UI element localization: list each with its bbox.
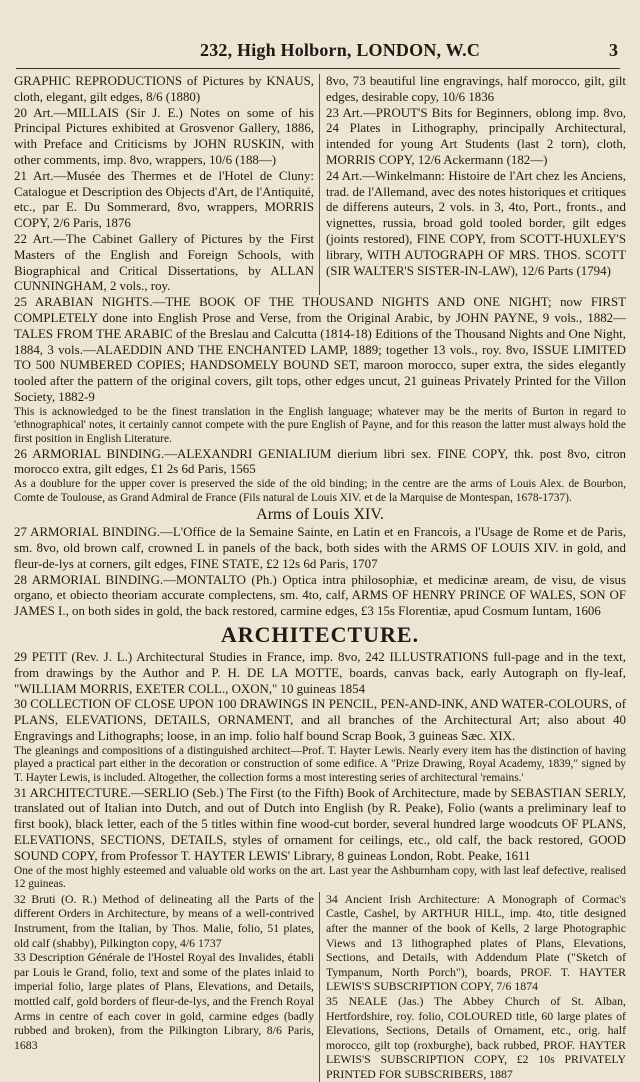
- left-column: [14, 74, 320, 295]
- bottom-columns: [14, 892, 626, 1082]
- catalogue-entry: 29 PETIT (Rev. J. L.) Architectural Studies in France, imp. 8vo, 242 ILLUSTRATIONS full-page and in the text, from drawings by the Author and P. H. DE LA MOTTE, boards, canvas back, early Autograph on fly-leaf, "WILLIAM MORRIS, EXETER COLL., OXON," 10 guineas 1854: [14, 650, 626, 696]
- catalogue-entry: 33 Description Générale de l'Hostel Royal des Invalides, établi par Louis le Grand, folio, text and some of the plates inlaid to imperial folio, large plates of Plans, Elevations, and Details, mottled calf, gold borders of fleur-de-lys, and the French Royal Arms in centre of each cover in gold, carmine edges (badly rubbed and broken), from the Pilkington Library, 8/6 Paris, 1683: [14, 950, 314, 1052]
- catalogue-note: As a doublure for the upper cover is preserved the side of the old binding; in the centre are the arms of Louis Alex. de Bourbon, Comte de Toulouse, as Grand Admiral de France (Fils natural de Louis XIV. et de la Marquise de Montespan, 1678-1737).: [14, 478, 626, 504]
- catalogue-entry: 24 Art.—Winkelmann: Histoire de l'Art chez les Anciens, trad. de l'Allemand, avec des notes historiques et critiques de differens auteurs, 2 vols. in 3, 4to, Port., fronts., and vignettes, russia, broad gold tooled border, gilt edges (joints restored), FINE COPY, from SCOTT-HUXLEY'S library, WITH AUTOGRAPH OF MRS. THOS. SCOTT (SIR WALTER'S SISTER-IN-LAW), 12/6 Parts (1794): [326, 168, 626, 278]
- bottom-left-column: [14, 892, 320, 1082]
- catalogue-entry: 28 ARMORIAL BINDING.—MONTALTO (Ph.) Optica intra philosophiæ, et medicinæ aream, de visu, de visus organo, et obiecto theoriam accurate complectens, sm. 4to, calf, ARMS OF HENRY PRINCE OF WALES, SON OF JAMES I., on both sides in gold, the back restored, carmine edges, £3 15s Florentiæ, apud Cosmum Iuntam, 1606: [14, 572, 626, 619]
- right-column: [320, 74, 626, 295]
- catalogue-entry: 27 ARMORIAL BINDING.—L'Office de la Semaine Sainte, en Latin et en Francois, a l'Usage de Rome et de Paris, sm. 8vo, old brown calf, crowned L in panels of the back, both sides with the ARMS OF LOUIS XIV. in gold, and fleur-de-lys at corners, gilt edges, FINE STATE, £2 12s 6d Paris, 1707: [14, 525, 626, 571]
- catalogue-entry: 8vo, 73 beautiful line engravings, half morocco, gilt, gilt edges, desirable copy, 10/6 1836: [326, 74, 626, 104]
- top-columns: [14, 74, 626, 295]
- catalogue-entry: 26 ARMORIAL BINDING.—ALEXANDRI GENIALIUM dierium libri sex. FINE COPY, thk. post 8vo, citron morocco extra, gilt edges, £1 2s 6d Paris, 1565: [14, 446, 626, 477]
- catalogue-entry: 34 Ancient Irish Architecture: A Monograph of Cormac's Castle, Cashel, by ARTHUR HILL, imp. 4to, title designed after the manner of the book of Kells, 2 large Photographic Views and 13 lithographed plates of Plans, Elevations, Sections, and Details, with Addendum Plate ("Sketch of Tympanum, North Porch"), boards, PROF. T. HAYTER LEWIS'S SUBSCRIPTION COPY, 7/6 1874: [326, 891, 626, 994]
- catalogue-entry: 35 NEALE (Jas.) The Abbey Church of St. Alban, Hertfordshire, roy. folio, COLOURED title, 60 large plates of Elevations, Sections, Details of Ornament, etc., orig. half morocco, gilt top (roxburghe), back rubbed, PROF. HAYTER LEWIS'S SUBSCRIPTION COPY, £2 10s PRIVATELY PRINTED FOR SUBSCRIBERS, 1887: [326, 993, 626, 1081]
- catalogue-note: One of the most highly esteemed and valuable old works on the art. Last year the Ashburnham copy, with last leaf defective, realised 12 guineas.: [14, 864, 626, 891]
- catalogue-entry: 32 Bruti (O. R.) Method of delineating all the Parts of the different Orders in Architecture, by means of a well-contrived Instrument, from the Italian, by Thos. Malie, folio, 51 plates, old calf (shabby), Pilkington copy, 4/6 1737: [14, 891, 314, 950]
- catalogue-entry: 21 Art.—Musée des Thermes et de l'Hotel de Cluny: Catalogue et Description des Objects d'Art, de l'Antiquité, etc., par E. Du Sommerard, 8vo, wrappers, MORRIS COPY, 2/6 Paris, 1876: [14, 168, 314, 231]
- catalogue-entry: 23 Art.—PROUT'S Bits for Beginners, oblong imp. 8vo, 24 Plates in Lithography, principally Architectural, intended for young Art Students (last 2 torn), cloth, MORRIS COPY, 12/6 Ackermann (182—): [326, 105, 626, 167]
- page-number: 3: [609, 40, 618, 60]
- catalogue-note: This is acknowledged to be the finest translation in the English language; whatever may be the merits of Burton in regard to 'ethnographical' notes, it certainly cannot compete with the pure English of Payne, and for this reason the latter must always hold the first position in English Literature.: [14, 405, 626, 445]
- full-width-entries: [14, 295, 626, 892]
- catalogue-entry: 25 ARABIAN NIGHTS.—THE BOOK OF THE THOUSAND NIGHTS AND ONE NIGHT; now FIRST COMPLETELY done into English Prose and Verse, from the Original Arabic, by JOHN PAYNE, 9 vols., 1882—TALES FROM THE ARABIC of the Breslau and Calcutta (1814-18) Editions of the Thousand Nights and One Night, 1884, 3 vols.—ALAEDDIN AND THE ENCHANTED LAMP, 1889; together 13 vols., roy. 8vo, ISSUE LIMITED TO 500 NUMBERED COPIES; HANDSOMELY BOUND SET, maroon morocco, super extra, the sides elegantly tooled after the pattern of the original covers, gilt tops, other edges uncut, 21 guineas Privately Printed for the Villon Society, 1882-9: [14, 295, 626, 404]
- catalogue-entry: GRAPHIC REPRODUCTIONS of Pictures by KNAUS, cloth, elegant, gilt edges, 8/6 (1880): [14, 74, 314, 104]
- bottom-right-column: [320, 892, 626, 1082]
- catalogue-note: The gleanings and compositions of a distinguished architect—Prof. T. Hayter Lewis. Nearly every item has the distinction of having played a practical part either in the decoration or construction of some edifice. A "Prize Drawing, Royal Academy, 1839," signed by T. Hayter Lewis, is included. Altogether, the collection forms a most interesting series of architectural 'remains.': [14, 744, 626, 785]
- catalogue-body: [14, 74, 626, 1082]
- catalogue-entry: 31 ARCHITECTURE.—SERLIO (Seb.) The First (to the Fifth) Book of Architecture, made by SEBASTIAN SERLY, translated out of Italian into Dutch, and out of Dutch into English (by R. Peake), Folio (wants a preliminary leaf to first book), black letter, each of the 5 titles within fine wood-cut border, several hundred large woodcuts OF PLANS, ELEVATIONS, SECTIONS, DETAILS, styles of ornament for ceilings, etc., old calf, the back restored, GOOD SOUND COPY, from Professor T. HAYTER LEWIS' Library, 8 guineas London, Robt. Peake, 1611: [14, 785, 626, 863]
- subheading: Arms of Louis XIV.: [256, 506, 384, 524]
- catalogue-entry: 22 Art.—The Cabinet Gallery of Pictures by the First Masters of the English and Foreign Schools, with Biographical and Critical Dissertations, by ALLAN CUNNINGHAM, 2 vols., roy.: [14, 231, 314, 294]
- header-address: 232, High Holborn, LONDON, W.C: [200, 40, 481, 60]
- catalogue-entry: 20 Art.—MILLAIS (Sir J. E.) Notes on some of his Principal Pictures exhibited at Grosvenor Gallery, 1886, with Preface and Criticisms by JOHN RUSKIN, with other comments, imp. 8vo, wrappers, 10/6 (188—): [14, 105, 314, 167]
- header-rule: [16, 68, 620, 69]
- section-heading: ARCHITECTURE.: [220, 622, 420, 648]
- catalogue-entry: 30 COLLECTION OF CLOSE UPON 100 DRAWINGS IN PENCIL, PEN-AND-INK, AND WATER-COLOURS, of PLANS, ELEVATIONS, DETAILS, ORNAMENT, and all branches of the Architectural Art; also about 40 Engravings and Lithographs; loose, in an imp. folio half bound Scrap Book, 3 guineas Sæc. XIX.: [14, 697, 626, 744]
